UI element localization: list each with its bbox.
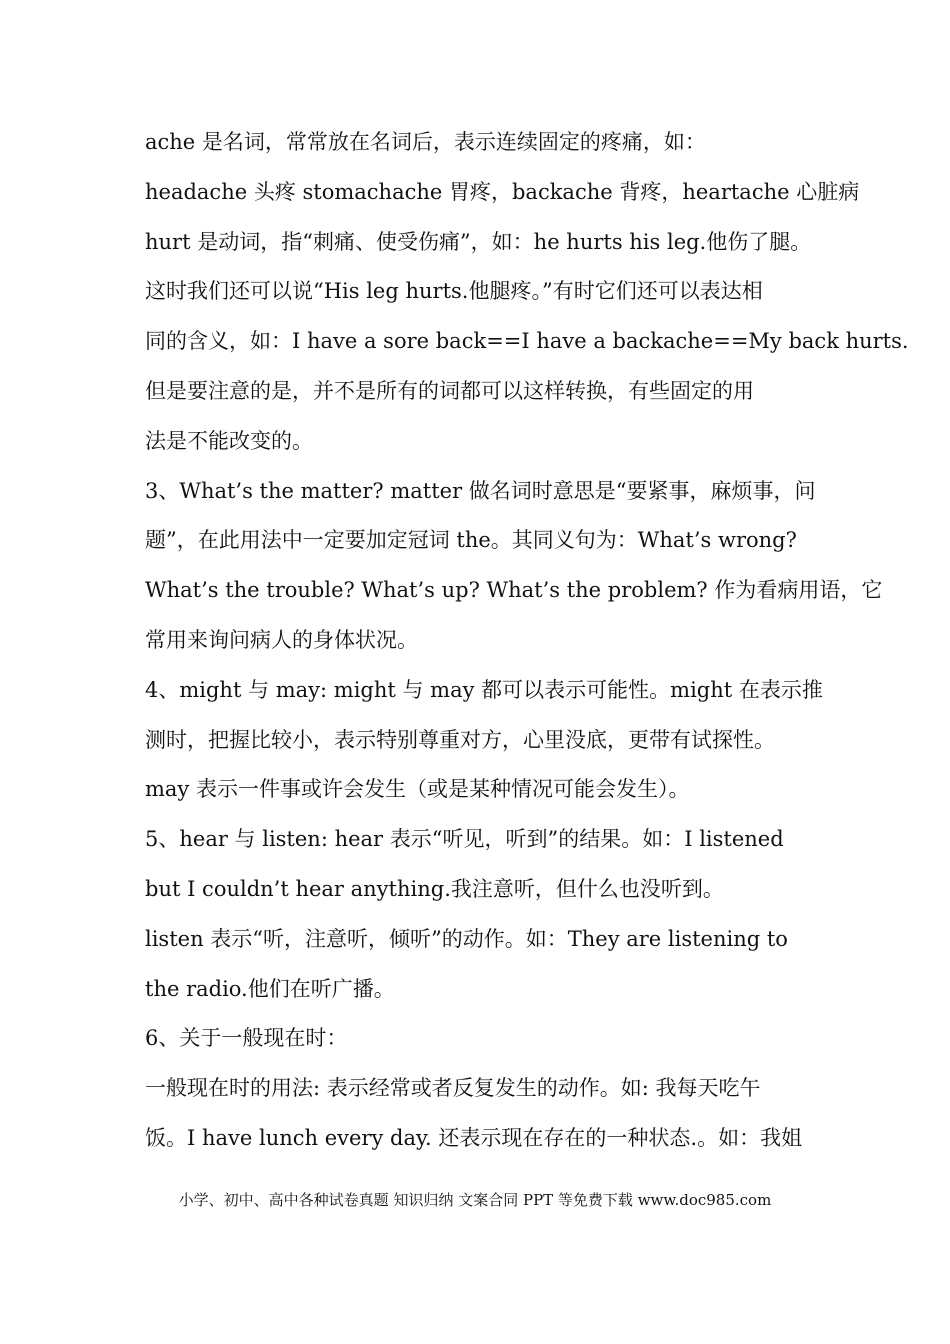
text-line: 4、might 与 may: might 与 may 都可以表示可能性。might 在表示推 — [145, 677, 823, 702]
text-line: 法是不能改变的。 — [145, 428, 313, 453]
text-line: 饭。I have lunch every day. 还表示现在存在的一种状态.。如：我姐 — [145, 1125, 803, 1150]
text-line: ache 是名词，常常放在名词后，表示连续固定的疼痛，如： — [145, 130, 706, 154]
text-line: headache 头疼 stomachache 胃疼，backache 背疼，heartache 心脏病 — [145, 179, 860, 204]
text-line: 一般现在时的用法: 表示经常或者反复发生的动作。如: 我每天吃午 — [145, 1076, 761, 1101]
text-line: 5、hear 与 listen: hear 表示“听见，听到”的结果。如：I listened — [145, 827, 784, 852]
text-line: 但是要注意的是，并不是所有的词都可以这样转换，有些固定的用 — [145, 378, 754, 403]
text-line: 题”，在此用法中一定要加定冠词 the。其同义句为：What’s wrong? — [145, 528, 797, 553]
text-line: 同的含义，如：I have a sore back==I have a backache==My back hurts. — [145, 329, 909, 354]
text-line: 这时我们还可以说“His leg hurts.他腿疼。”有时它们还可以表达相 — [145, 279, 763, 304]
text-line: 3、What’s the matter? matter 做名词时意思是“要紧事，麻烦事，问 — [145, 478, 816, 503]
text-line: may 表示一件事或许会发生（或是某种情况可能会发生）。 — [145, 777, 690, 802]
text-line: the radio.他们在听广播。 — [145, 976, 395, 1001]
text-line: listen 表示“听，注意听，倾听”的动作。如：They are listening to — [145, 926, 788, 951]
document-body — [145, 118, 909, 1164]
text-line: 6、关于一般现在时： — [145, 1026, 348, 1051]
text-line: 常用来询问病人的身体状况。 — [145, 627, 418, 652]
page-footer: 小学、初中、高中各种试卷真题 知识归纳 文案合同 PPT 等免费下载 www.doc985.com — [178, 1191, 772, 1209]
text-line: but I couldn’t hear anything.我注意听，但什么也没听到。 — [145, 876, 724, 901]
text-line: hurt 是动词，指“刺痛、使受伤痛”，如：he hurts his leg.他伤了腿。 — [145, 229, 812, 254]
text-line: 测时，把握比较小，表示特别尊重对方，心里没底，更带有试探性。 — [145, 727, 775, 752]
text-line: What’s the trouble? What’s up? What’s the problem? 作为看病用语，它 — [145, 578, 883, 603]
